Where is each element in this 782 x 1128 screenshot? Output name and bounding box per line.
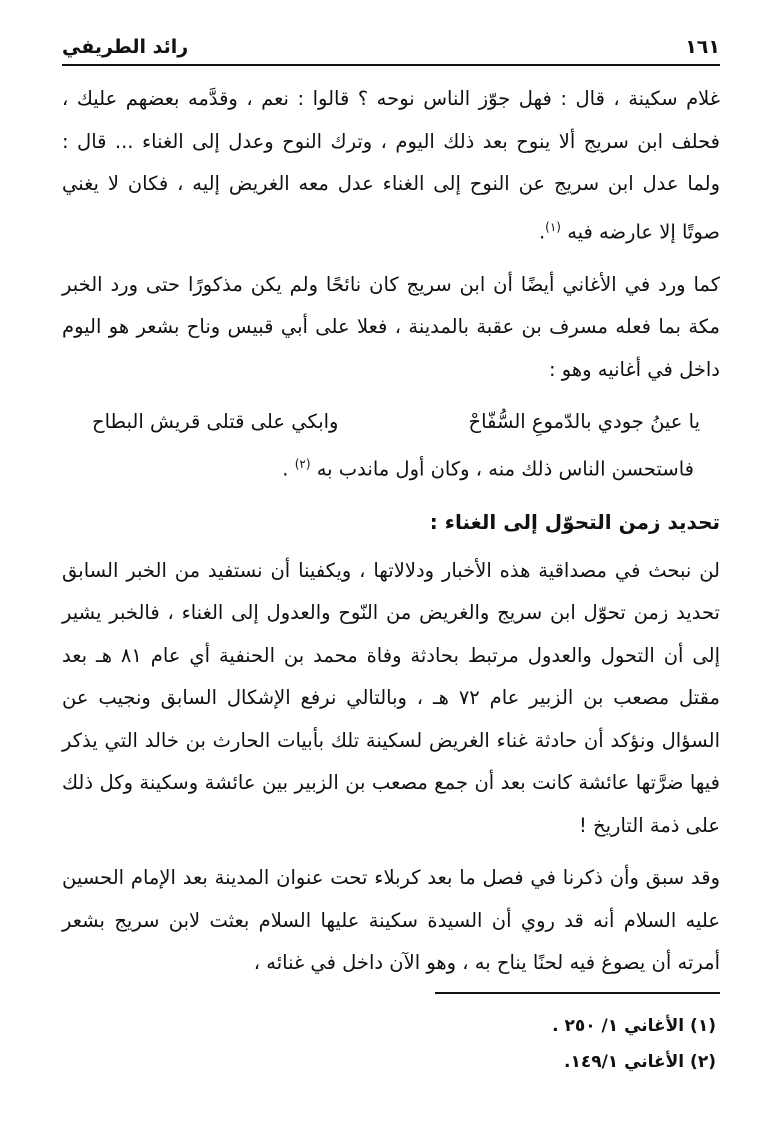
footnote-separator <box>435 992 720 994</box>
footnote-ref-1[interactable]: (١) <box>545 219 561 234</box>
footnote-ref-2[interactable]: (٢) <box>294 457 311 471</box>
footnotes <box>62 1008 716 1080</box>
paragraph-3: فاستحسن الناس ذلك منه ، وكان أول ماندب به $^{(٢)}$ . <box>282 457 694 481</box>
running-title: رائد الطريفي <box>62 36 189 58</box>
footnote-2: (٢) الأغاني ١٤٩/١. <box>563 1052 716 1072</box>
main-text <box>62 78 720 995</box>
paragraph-1: غلام سكينة ، قال : فهل جوّز الناس نوحه ؟ قالوا : نعم ، وقدَّمه بعضهم عليك ، فحلف ابن سريج ألا ينوح بعد ذلك اليوم ، وترك النوح وعدل إلى الغناء ... قال : ولما عدل ابن سريج عن النوح إلى الغناء عدل معه الغريض إليه ، فكان لا يغني صوتًا إلا عارضه فيه $^{(١)}$. <box>62 87 720 243</box>
paragraph-2: كما ورد في الأغاني أيضًا أن ابن سريج كان نائحًا ولم يكن مذكورًا حتى ورد الخبر مكة بما فعله مسرف بن عقبة بالمدينة ، فعلا على أبي قبيس وناح بشعر هو اليوم داخل في أغانيه وهو : <box>62 272 720 381</box>
footnote-1: (١) الأغاني ١/ ٢٥٠ . <box>552 1016 716 1036</box>
page-number: ١٦١ <box>685 36 720 58</box>
paragraph-5: وقد سبق وأن ذكرنا في فصل ما بعد كربلاء تحت عنوان المدينة بعد الإمام الحسين عليه السلام أنه قد روي أن السيدة سكينة عليها السلام بعثت لابن سريج بشعر أمرته أن يصوغ فيه لحنًا يناح به ، وهو الآن داخل في غنائه ، <box>62 866 720 974</box>
page-header <box>62 30 720 66</box>
verse-second-hemistich: وابكي على قتلى قريش البطاح <box>92 410 339 433</box>
section-heading: تحديد زمن التحوّل إلى الغناء : <box>429 510 720 534</box>
paragraph-4: لن نبحث في مصداقية هذه الأخبار ودلالاتها ، ويكفينا أن نستفيد من الخبر السابق تحديد زمن تحوّل ابن سريج والغريض من النّوح والعدول إلى الغناء ، فالخبر يشير إلى أن التحول والعدول مرتبط بحادثة وفاة محمد بن الحنفية أي عام ٨١ هـ بعد مقتل مصعب بن الزبير عام ٧٢ هـ ، وبالتالي نرفع الإشكال السابق ونجيب عن السؤال ونؤكد أن حادثة غناء الغريض لسكينة تلك بأبيات الحارث بن خالد التي يذكر فيها ضرَّتها عائشة كانت بعد أن جمع مصعب بن الزبير بين عائشة وسكينة وكل ذلك على ذمة التاريخ ! <box>62 558 720 837</box>
verse-first-hemistich: يا عينُ جودي بالدّموعِ السُّفّاحْ <box>468 410 700 433</box>
poem-verse <box>62 401 720 443</box>
